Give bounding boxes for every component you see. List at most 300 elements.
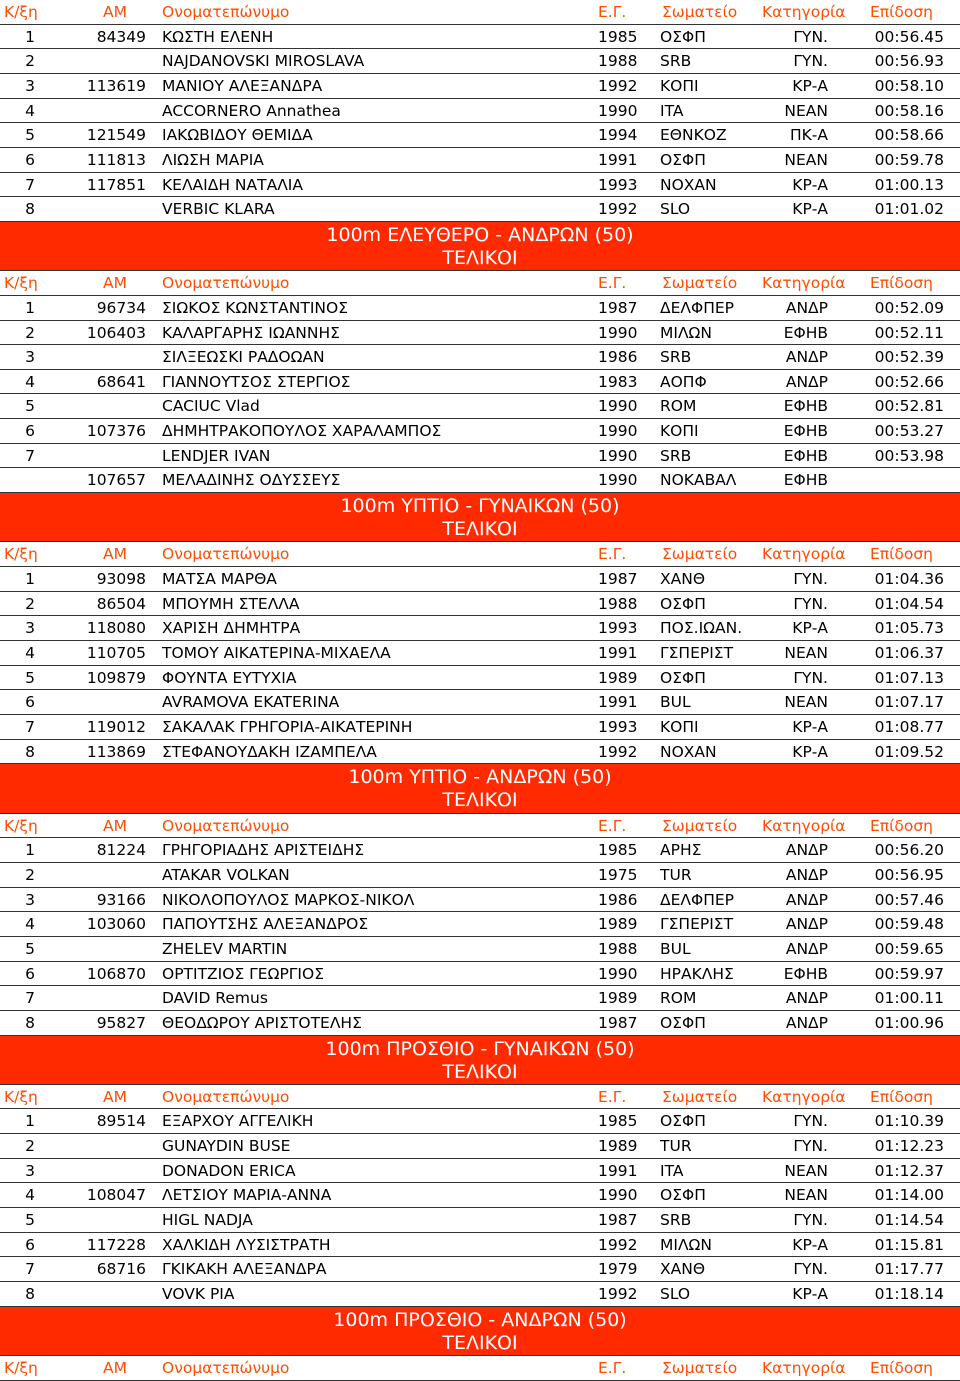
cell-year: 1992 — [598, 1235, 638, 1254]
header-name: Ονοματεπώνυμο — [162, 1087, 290, 1106]
cell-name: ΟΡΤΙΤΖΙΟΣ ΓΕΩΡΓΙΟΣ — [162, 964, 324, 983]
cell-rank: 3 — [25, 890, 35, 909]
cell-category: ΚΡ-Α — [792, 1235, 828, 1254]
cell-am: 103060 — [86, 915, 146, 934]
header-rank: Κ/ξη — [4, 1359, 38, 1378]
header-category: Κατηγορία — [762, 816, 846, 835]
cell-category: ΝΕΑΝ — [784, 1161, 828, 1180]
cell-year: 1975 — [598, 865, 638, 884]
cell-club: TUR — [660, 865, 692, 884]
header-club: Σωματείο — [662, 1359, 738, 1378]
result-row — [0, 296, 960, 321]
cell-club: ΓΣΠΕΡΙΣΤ — [660, 915, 734, 934]
result-row — [0, 74, 960, 99]
result-row — [0, 345, 960, 370]
cell-club: ΚΟΠΙ — [660, 422, 699, 441]
cell-name: ΜΑΤΣΑ ΜΑΡΘΑ — [162, 570, 277, 589]
cell-club: ΕΘΝΚΟΖ — [660, 126, 727, 145]
result-row — [0, 838, 960, 863]
cell-category: ΚΡ-Α — [792, 175, 828, 194]
cell-club: BUL — [660, 693, 691, 712]
cell-category: ΑΝΔΡ — [785, 915, 828, 934]
cell-year: 1992 — [598, 1285, 638, 1304]
cell-time: 00:56.93 — [874, 52, 944, 71]
cell-am: 81224 — [96, 841, 146, 860]
cell-rank: 5 — [25, 397, 35, 416]
cell-year: 1991 — [598, 150, 638, 169]
cell-am: 107657 — [86, 471, 146, 490]
cell-name: ΣΙΩΚΟΣ ΚΩΝΣΤΑΝΤΙΝΟΣ — [162, 298, 348, 317]
event-title: 100m ΥΠΤΙΟ - ΑΝΔΡΩΝ (50) — [348, 766, 612, 789]
cell-year: 1994 — [598, 126, 638, 145]
cell-year: 1983 — [598, 372, 638, 391]
cell-name: ΔΗΜΗΤΡΑΚΟΠΟΥΛΟΣ ΧΑΡΑΛΑΜΠΟΣ — [162, 422, 442, 441]
cell-rank: 1 — [25, 27, 35, 46]
table-header-row — [0, 0, 960, 25]
cell-rank: 3 — [25, 348, 35, 367]
cell-year: 1992 — [598, 742, 638, 761]
cell-time: 00:58.16 — [874, 101, 944, 120]
event-subtitle: ΤΕΛΙΚΟΙ — [442, 246, 518, 269]
cell-club: ΓΣΠΕΡΙΣΤ — [660, 644, 734, 663]
cell-time: 01:15.81 — [874, 1235, 944, 1254]
cell-time: 00:56.95 — [874, 865, 944, 884]
cell-year: 1988 — [598, 939, 638, 958]
header-rank: Κ/ξη — [4, 1087, 38, 1106]
cell-name: DAVID Remus — [162, 989, 268, 1008]
cell-rank: 4 — [25, 1186, 35, 1205]
cell-name: VERBIC KLARA — [162, 200, 275, 219]
cell-rank: 1 — [25, 1112, 35, 1131]
cell-am: 106403 — [86, 323, 146, 342]
cell-club: ΟΣΦΠ — [660, 1013, 706, 1032]
cell-year: 1989 — [598, 1137, 638, 1156]
event-title: 100m ΠΡΟΣΘΙΟ - ΑΝΔΡΩΝ (50) — [333, 1308, 627, 1331]
cell-am: 68716 — [96, 1260, 146, 1279]
cell-rank: 2 — [25, 594, 35, 613]
cell-time: 00:56.45 — [874, 27, 944, 46]
cell-name: ΛΕΤΣΙΟΥ ΜΑΡΙΑ-ΑΝΝΑ — [162, 1186, 332, 1205]
event-subtitle: ΤΕΛΙΚΟΙ — [442, 518, 518, 541]
cell-rank: 4 — [25, 372, 35, 391]
result-row — [0, 1282, 960, 1307]
cell-time: 00:52.11 — [874, 323, 944, 342]
cell-category: ΓΥΝ. — [793, 594, 828, 613]
result-row — [0, 419, 960, 444]
cell-category: ΝΕΑΝ — [784, 644, 828, 663]
cell-am: 111813 — [86, 150, 146, 169]
cell-am: 113869 — [86, 742, 146, 761]
cell-name: ΝΙΚΟΛΟΠΟΥΛΟΣ ΜΑΡΚΟΣ-ΝΙΚΟΛ — [162, 890, 415, 909]
cell-time: 01:09.52 — [874, 742, 944, 761]
result-row — [0, 986, 960, 1011]
cell-year: 1991 — [598, 644, 638, 663]
cell-year: 1989 — [598, 915, 638, 934]
cell-name: ΜΕΛΑΔΙΝΗΣ ΟΔΥΣΣΕΥΣ — [162, 471, 341, 490]
cell-rank: 7 — [25, 718, 35, 736]
cell-rank: 5 — [25, 939, 35, 958]
cell-year: 1987 — [598, 298, 638, 317]
event-title: 100m ΥΠΤΙΟ - ΓΥΝΑΙΚΩΝ (50) — [340, 495, 620, 518]
cell-club: ΜΙΛΩΝ — [660, 323, 712, 342]
cell-name: AVRAMOVA EKATERINA — [162, 693, 340, 712]
cell-time: 01:05.73 — [874, 619, 944, 638]
cell-time: 00:56.20 — [874, 841, 944, 860]
cell-name: ΜΑΝΙΟΥ ΑΛΕΞΑΝΔΡΑ — [162, 76, 323, 95]
cell-year: 1987 — [598, 570, 638, 589]
cell-am: 96734 — [96, 298, 146, 317]
cell-rank: 5 — [25, 126, 35, 145]
cell-club: SLO — [660, 200, 691, 219]
cell-am: 93166 — [96, 890, 146, 909]
cell-club: ΑΟΠΦ — [660, 372, 707, 391]
header-time: Επίδοση — [870, 274, 933, 293]
cell-year: 1990 — [598, 471, 638, 490]
cell-rank: 4 — [25, 915, 35, 934]
cell-am: 117228 — [86, 1235, 146, 1254]
cell-name: ΦΟΥΝΤΑ ΕΥΤΥΧΙΑ — [162, 668, 297, 687]
cell-name: ΚΕΛΑΙΔΗ ΝΑΤΑΛΙΑ — [162, 175, 303, 194]
cell-name: ZHELEV MARTIN — [162, 939, 288, 958]
cell-time: 01:14.00 — [874, 1186, 944, 1205]
cell-name: ATAKAR VOLKAN — [162, 865, 290, 884]
result-row — [0, 321, 960, 346]
header-category: Κατηγορία — [762, 274, 846, 293]
cell-club: ΑΡΗΣ — [660, 841, 702, 860]
cell-name: VOVK PIA — [162, 1285, 235, 1304]
cell-rank: 7 — [25, 175, 35, 194]
cell-name: DONADON ERICA — [162, 1161, 296, 1180]
cell-name: ΤΟΜΟΥ ΑΙΚΑΤΕΡΙΝΑ-ΜΙΧΑΕΛΑ — [162, 644, 391, 663]
header-year: Ε.Γ. — [598, 1087, 627, 1106]
cell-time: 00:53.27 — [874, 422, 944, 441]
event-subtitle: ΤΕΛΙΚΟΙ — [442, 1331, 518, 1354]
cell-time: 00:59.78 — [874, 150, 944, 169]
cell-year: 1987 — [598, 1211, 638, 1230]
cell-club: ΜΙΛΩΝ — [660, 1235, 712, 1254]
cell-name: ΛΙΩΣΗ ΜΑΡΙΑ — [162, 150, 264, 169]
cell-rank: 6 — [25, 1235, 35, 1254]
cell-category: ΑΝΔΡ — [785, 865, 828, 884]
header-name: Ονοματεπώνυμο — [162, 545, 290, 564]
header-name: Ονοματεπώνυμο — [162, 816, 290, 835]
header-club: Σωματείο — [662, 3, 738, 21]
cell-name: ΙΑΚΩΒΙΔΟΥ ΘΕΜΙΔΑ — [162, 126, 313, 145]
cell-time: 01:07.17 — [874, 693, 944, 712]
cell-category: ΚΡ-Α — [792, 619, 828, 638]
cell-club: ΟΣΦΠ — [660, 1112, 706, 1131]
cell-category: ΚΡ-Α — [792, 1285, 828, 1304]
cell-year: 1985 — [598, 1112, 638, 1131]
cell-time: 00:59.48 — [874, 915, 944, 934]
cell-rank: 1 — [25, 298, 35, 317]
cell-year: 1990 — [598, 446, 638, 465]
cell-time: 00:58.66 — [874, 126, 944, 145]
cell-name: ΣΙΛΞΕΩΣΚΙ ΡΑΔΟΩΑΝ — [162, 348, 325, 367]
cell-year: 1990 — [598, 323, 638, 342]
cell-time: 01:04.36 — [874, 570, 944, 589]
cell-am: 118080 — [86, 619, 146, 638]
header-rank: Κ/ξη — [4, 816, 38, 835]
result-row — [0, 394, 960, 419]
cell-club: ΗΡΑΚΛΗΣ — [660, 964, 734, 983]
cell-year: 1993 — [598, 619, 638, 638]
cell-time: 01:08.77 — [874, 718, 944, 736]
cell-category: ΑΝΔΡ — [785, 298, 828, 317]
result-row — [0, 1183, 960, 1208]
cell-rank: 3 — [25, 76, 35, 95]
cell-club: ITA — [660, 1161, 684, 1180]
cell-am: 110705 — [86, 644, 146, 663]
result-row — [0, 641, 960, 666]
cell-category: ΝΕΑΝ — [784, 101, 828, 120]
header-am: ΑΜ — [103, 1359, 127, 1378]
cell-club: ΝΟΧΑΝ — [660, 175, 717, 194]
cell-am: 95827 — [96, 1013, 146, 1032]
cell-rank: 5 — [25, 668, 35, 687]
cell-club: ΔΕΛΦΠΕΡ — [660, 890, 734, 909]
cell-time: 00:53.98 — [874, 446, 944, 465]
result-row — [0, 1257, 960, 1282]
result-row — [0, 1134, 960, 1159]
cell-club: BUL — [660, 939, 691, 958]
result-row — [0, 1109, 960, 1134]
cell-club: ITA — [660, 101, 684, 120]
header-rank: Κ/ξη — [4, 545, 38, 564]
cell-year: 1990 — [598, 1186, 638, 1205]
header-am: ΑΜ — [103, 545, 127, 564]
cell-rank: 1 — [25, 570, 35, 589]
cell-club: SLO — [660, 1285, 691, 1304]
header-rank: Κ/ξη — [4, 3, 38, 21]
result-row — [0, 370, 960, 395]
cell-name: CACIUC Vlad — [162, 397, 260, 416]
header-time: Επίδοση — [870, 3, 933, 21]
cell-category: ΚΡ-Α — [792, 718, 828, 736]
cell-category: ΑΝΔΡ — [785, 841, 828, 860]
header-year: Ε.Γ. — [598, 545, 627, 564]
cell-club: ΔΕΛΦΠΕΡ — [660, 298, 734, 317]
cell-name: ΧΑΛΚΙΔΗ ΛΥΣΙΣΤΡΑΤΗ — [162, 1235, 331, 1254]
cell-category: ΚΡ-Α — [792, 76, 828, 95]
result-row — [0, 616, 960, 641]
header-name: Ονοματεπώνυμο — [162, 1359, 290, 1378]
result-row — [0, 666, 960, 691]
cell-time: 01:12.23 — [874, 1137, 944, 1156]
cell-year: 1987 — [598, 1013, 638, 1032]
result-row — [0, 1233, 960, 1258]
cell-rank: 3 — [25, 619, 35, 638]
header-club: Σωματείο — [662, 274, 738, 293]
cell-year: 1979 — [598, 1260, 638, 1279]
cell-name: ΠΑΠΟΥΤΣΗΣ ΑΛΕΞΑΝΔΡΟΣ — [162, 915, 369, 934]
cell-club: SRB — [660, 1211, 692, 1230]
cell-am: 119012 — [86, 718, 146, 736]
cell-category: ΝΕΑΝ — [784, 1186, 828, 1205]
cell-name: ΜΠΟΥΜΗ ΣΤΕΛΛΑ — [162, 594, 300, 613]
cell-rank: 4 — [25, 101, 35, 120]
cell-club: ΟΣΦΠ — [660, 27, 706, 46]
cell-club: ΧΑΝΘ — [660, 570, 706, 589]
cell-name: ΣΤΕΦΑΝΟΥΔΑΚΗ ΙΖΑΜΠΕΛΑ — [162, 742, 377, 761]
cell-am: 113619 — [86, 76, 146, 95]
table-header-row — [0, 542, 960, 567]
cell-club: SRB — [660, 52, 692, 71]
cell-club: ΟΣΦΠ — [660, 668, 706, 687]
header-club: Σωματείο — [662, 816, 738, 835]
cell-year: 1990 — [598, 101, 638, 120]
cell-time: 01:00.11 — [874, 989, 944, 1008]
result-row — [0, 740, 960, 765]
cell-time: 01:00.13 — [874, 175, 944, 194]
cell-time: 00:52.39 — [874, 348, 944, 367]
cell-time: 01:04.54 — [874, 594, 944, 613]
cell-year: 1991 — [598, 693, 638, 712]
result-row — [0, 863, 960, 888]
result-row — [0, 912, 960, 937]
cell-rank: 6 — [25, 422, 35, 441]
result-row — [0, 148, 960, 173]
event-title: 100m ΠΡΟΣΘΙΟ - ΓΥΝΑΙΚΩΝ (50) — [325, 1037, 635, 1060]
cell-time: 00:58.10 — [874, 76, 944, 95]
cell-club: ΝΟΚΑΒΑΛ — [660, 471, 737, 490]
cell-name: GUNAYDIN BUSE — [162, 1137, 291, 1156]
cell-category: ΑΝΔΡ — [785, 1013, 828, 1032]
cell-am: 68641 — [96, 372, 146, 391]
header-time: Επίδοση — [870, 816, 933, 835]
cell-am: 93098 — [96, 570, 146, 589]
cell-category: ΑΝΔΡ — [785, 989, 828, 1008]
cell-category: ΠΚ-Α — [789, 126, 828, 145]
cell-category: ΓΥΝ. — [793, 52, 828, 71]
cell-category: ΓΥΝ. — [793, 570, 828, 589]
header-am: ΑΜ — [103, 274, 127, 293]
cell-name: ΕΞΑΡΧΟΥ ΑΓΓΕΛΙΚΗ — [162, 1112, 314, 1131]
header-year: Ε.Γ. — [598, 1359, 627, 1378]
cell-rank: 3 — [25, 1161, 35, 1180]
cell-category: ΕΦΗΒ — [783, 323, 828, 342]
cell-club: ΟΣΦΠ — [660, 150, 706, 169]
cell-name: LENDJER IVAN — [162, 446, 271, 465]
cell-name: ΧΑΡΙΣΗ ΔΗΜΗΤΡΑ — [162, 619, 301, 638]
event-banner — [0, 1036, 960, 1085]
header-name: Ονοματεπώνυμο — [162, 3, 290, 21]
result-row — [0, 937, 960, 962]
cell-category: ΑΝΔΡ — [785, 890, 828, 909]
cell-club: ΟΣΦΠ — [660, 1186, 706, 1205]
cell-time: 01:17.77 — [874, 1260, 944, 1279]
header-category: Κατηγορία — [762, 3, 846, 21]
cell-name: ΚΩΣΤΗ ΕΛΕΝΗ — [162, 27, 274, 46]
cell-time: 00:52.81 — [874, 397, 944, 416]
cell-year: 1988 — [598, 52, 638, 71]
header-category: Κατηγορία — [762, 1359, 846, 1378]
result-row — [0, 888, 960, 913]
cell-time: 01:06.37 — [874, 644, 944, 663]
cell-time: 01:00.96 — [874, 1013, 944, 1032]
cell-club: ΝΟΧΑΝ — [660, 742, 717, 761]
cell-year: 1986 — [598, 890, 638, 909]
cell-am: 109879 — [86, 668, 146, 687]
cell-rank: 6 — [25, 964, 35, 983]
cell-year: 1985 — [598, 841, 638, 860]
result-row — [0, 49, 960, 74]
cell-time: 01:18.14 — [874, 1285, 944, 1304]
cell-club: SRB — [660, 446, 692, 465]
table-header-row — [0, 1085, 960, 1110]
cell-category: ΝΕΑΝ — [784, 693, 828, 712]
cell-rank: 5 — [25, 1211, 35, 1230]
cell-category: ΓΥΝ. — [793, 668, 828, 687]
cell-name: ΘΕΟΔΩΡΟΥ ΑΡΙΣΤΟΤΕΛΗΣ — [162, 1013, 362, 1032]
cell-year: 1990 — [598, 422, 638, 441]
cell-rank: 8 — [25, 742, 35, 761]
cell-club: ΠΟΣ.ΙΩΑΝ. — [660, 619, 743, 638]
result-row — [0, 197, 960, 222]
event-subtitle: ΤΕΛΙΚΟΙ — [442, 1060, 518, 1083]
cell-am: 117851 — [86, 175, 146, 194]
cell-year: 1993 — [598, 718, 638, 736]
cell-name: ΣΑΚΑΛΑΚ ΓΡΗΓΟΡΙΑ-ΑΙΚΑΤΕΡΙΝΗ — [162, 718, 413, 736]
cell-category: ΕΦΗΒ — [783, 471, 828, 490]
cell-rank: 2 — [25, 52, 35, 71]
cell-club: TUR — [660, 1137, 692, 1156]
cell-category: ΑΝΔΡ — [785, 372, 828, 391]
cell-name: ΓΡΗΓΟΡΙΑΔΗΣ ΑΡΙΣΤΕΙΔΗΣ — [162, 841, 365, 860]
result-row — [0, 173, 960, 198]
cell-year: 1988 — [598, 594, 638, 613]
result-row — [0, 690, 960, 715]
cell-am: 107376 — [86, 422, 146, 441]
cell-name: HIGL NADJA — [162, 1211, 253, 1230]
header-time: Επίδοση — [870, 1359, 933, 1378]
cell-name: ΓΚΙΚΑΚΗ ΑΛΕΞΑΝΔΡΑ — [162, 1260, 327, 1279]
cell-time: 00:52.09 — [874, 298, 944, 317]
cell-category: ΓΥΝ. — [793, 1112, 828, 1131]
cell-rank: 7 — [25, 989, 35, 1008]
table-header-row — [0, 271, 960, 296]
result-row — [0, 567, 960, 592]
header-category: Κατηγορία — [762, 1087, 846, 1106]
cell-year: 1990 — [598, 397, 638, 416]
cell-club: ΚΟΠΙ — [660, 718, 699, 736]
event-title: 100m ΕΛΕΥΘΕΡΟ - ΑΝΔΡΩΝ (50) — [326, 223, 634, 246]
cell-category: ΑΝΔΡ — [785, 348, 828, 367]
cell-name: ΚΑΛΑΡΓΑΡΗΣ ΙΩΑΝΝΗΣ — [162, 323, 340, 342]
table-header-row — [0, 1356, 960, 1381]
header-time: Επίδοση — [870, 545, 933, 564]
cell-time: 00:59.65 — [874, 939, 944, 958]
cell-category: ΓΥΝ. — [793, 1260, 828, 1279]
cell-rank: 7 — [25, 1260, 35, 1279]
result-row — [0, 123, 960, 148]
cell-name: NAJDANOVSKI MIROSLAVA — [162, 52, 365, 71]
result-row — [0, 715, 960, 740]
cell-category: ΕΦΗΒ — [783, 397, 828, 416]
event-banner — [0, 764, 960, 813]
result-row — [0, 1159, 960, 1184]
cell-name: ACCORNERO Annathea — [162, 101, 341, 120]
header-club: Σωματείο — [662, 545, 738, 564]
cell-year: 1992 — [598, 200, 638, 219]
cell-time: 00:52.66 — [874, 372, 944, 391]
cell-rank: 8 — [25, 1013, 35, 1032]
cell-category: ΕΦΗΒ — [783, 422, 828, 441]
event-banner — [0, 1307, 960, 1356]
cell-club: ROM — [660, 397, 697, 416]
event-banner — [0, 222, 960, 271]
cell-club: ΟΣΦΠ — [660, 594, 706, 613]
